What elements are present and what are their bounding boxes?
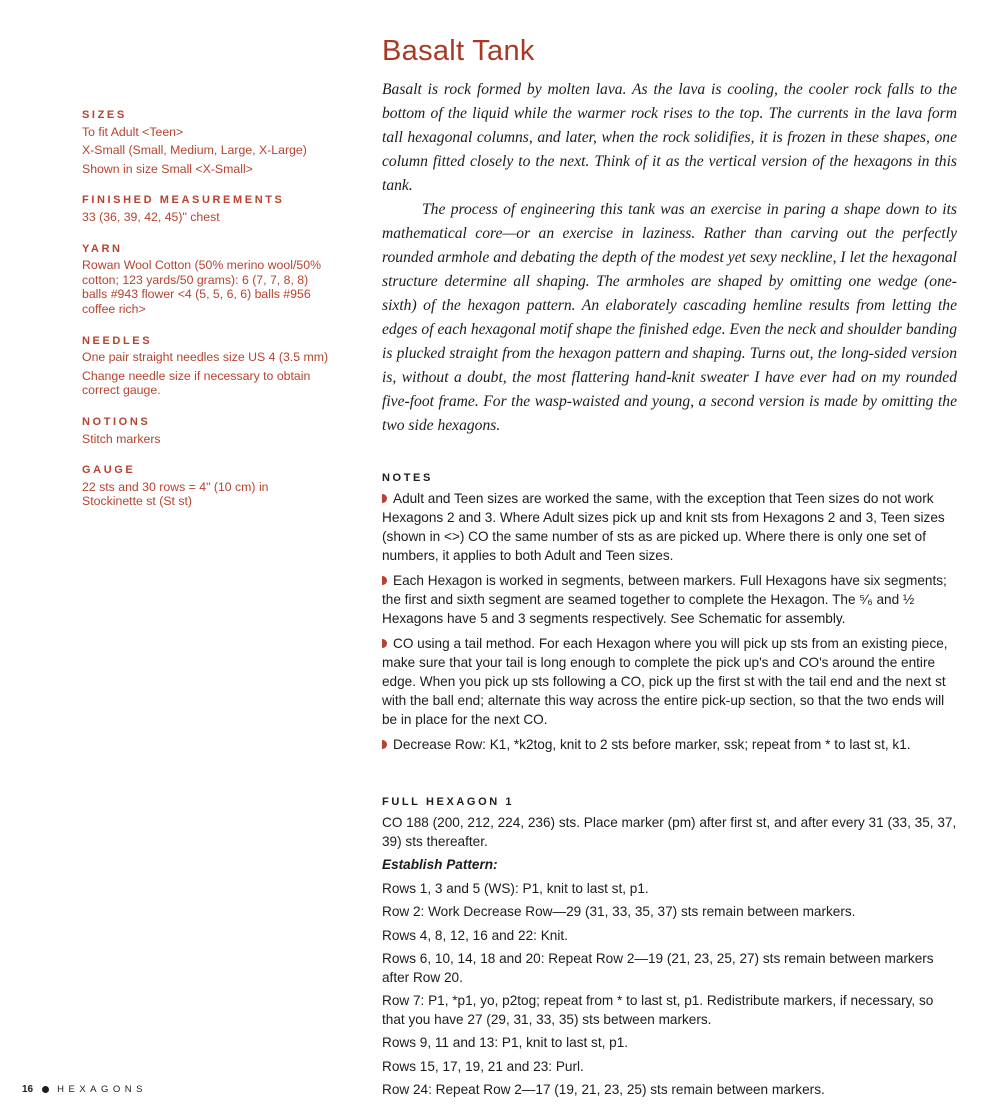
notions-section bbox=[82, 415, 332, 446]
page-title: Basalt Tank bbox=[382, 35, 535, 67]
half-circle-bullet-icon bbox=[382, 494, 387, 503]
full-hexagon-heading: FULL HEXAGON 1 bbox=[382, 796, 515, 808]
sizes-heading: SIZES bbox=[82, 109, 127, 121]
main-column bbox=[382, 33, 957, 1105]
sizes-line: X-Small (Small, Medium, Large, X-Large) bbox=[82, 143, 307, 158]
half-circle-bullet-icon bbox=[382, 740, 387, 749]
note-item bbox=[382, 571, 957, 628]
yarn-heading: YARN bbox=[82, 242, 123, 255]
row-instruction: Rows 1, 3 and 5 (WS): P1, knit to last st, p1. bbox=[382, 880, 649, 896]
needles-heading: NEEDLES bbox=[82, 334, 153, 347]
notions-heading: NOTIONS bbox=[82, 415, 151, 428]
intro-paragraph: Basalt is rock formed by molten lava. As the lava is cooling, the cooler rock falls to the bottom of the liquid while the warmer rock rises to the top. The currents in the lava form tall hexagonal columns, and later, when the rock solidifies, it is frozen in these shapes, one column fitted closely to the next. Think of it as the vertical version of the hexagons in this tank. bbox=[382, 81, 957, 194]
dot-separator-icon bbox=[42, 1086, 49, 1093]
note-item bbox=[382, 489, 957, 565]
row-instruction: Rows 9, 11 and 13: P1, knit to last st, p1. bbox=[382, 1035, 629, 1050]
intro-text bbox=[382, 78, 957, 438]
gauge-heading: GAUGE bbox=[82, 464, 136, 477]
needles-section bbox=[82, 334, 332, 398]
finished-measurements-section bbox=[82, 193, 332, 224]
chapter-name: HEXAGONS bbox=[57, 1084, 147, 1095]
page-number: 16 bbox=[22, 1084, 34, 1095]
full-hexagon-section bbox=[382, 796, 957, 1100]
half-circle-bullet-icon bbox=[382, 639, 387, 648]
notes-heading: NOTES bbox=[382, 472, 433, 484]
page-footer bbox=[22, 1084, 147, 1095]
intro-paragraph: The process of engineering this tank was an exercise in paring a shape down to its mathematical core—or an exercise in laziness. Rather than carving out the perfectly rounded armhole and debating the depth of the modest yet sexy neckline, I let the hexagonal structure determine all shaping. The armholes are shaped by omitting one wedge (one-sixth) of the hexagon pattern. An elaborately cascading hemline results from letting the edges of each hexagonal motif shape the finished edge. Even the neck and shoulder banding is plucked straight from the hexagon pattern and shaping. Turns out, the long-sided version is, without a doubt, the most flattering hand-knit sweater I have ever had on my rounded five-foot frame. For the wasp-waisted and young, a second version is made by omitting the two side hexagons. bbox=[382, 201, 957, 434]
note-text: CO using a tail method. For each Hexagon where you will pick up sts from an existing piece, make sure that your tail is long enough to complete the pick up's and CO's around the entire edge. When you pick up sts following a CO, pick up the first st with the tail end and the next st with the ball end; alternate this way across the entire pick-up section, so that the two ends will be in place for the next CO. bbox=[382, 636, 948, 727]
note-item bbox=[382, 735, 957, 754]
note-item bbox=[382, 634, 957, 729]
row-instruction: Row 24: Repeat Row 2—17 (19, 21, 23, 25) sts remain between markers. bbox=[382, 1082, 825, 1097]
note-text: Decrease Row: K1, *k2tog, knit to 2 sts before marker, ssk; repeat from * to last st, k1. bbox=[393, 737, 911, 752]
needles-line: Change needle size if necessary to obtain correct gauge. bbox=[82, 368, 311, 398]
half-circle-bullet-icon bbox=[382, 576, 387, 585]
notions-line: Stitch markers bbox=[82, 431, 161, 446]
row-instruction: Rows 4, 8, 12, 16 and 22: Knit. bbox=[382, 927, 568, 943]
yarn-line: Rowan Wool Cotton (50% merino wool/50% cotton; 123 yards/50 grams): 6 (7, 7, 8, 8) balls #943 flower <4 (5, 5, 6, 6) balls #956 coffee rich> bbox=[82, 258, 321, 316]
note-text: Adult and Teen sizes are worked the same, with the exception that Teen sizes do not work Hexagons 2 and 3. Where Adult sizes pick up and knit sts from Hexagons 2 and 3, Teen sizes (shown in <>) CO the same number of sts as are picked up. Where there is only one set of numbers, it applies to both Adult and Teen sizes. bbox=[382, 491, 945, 563]
finished-measurements-line: 33 (36, 39, 42, 45)" chest bbox=[82, 209, 220, 224]
gauge-section bbox=[82, 463, 332, 509]
finished-measurements-heading: FINISHED MEASUREMENTS bbox=[82, 194, 285, 207]
cast-on-instruction: CO 188 (200, 212, 224, 236) sts. Place marker (pm) after first st, and after every 31 (33, 35, 37, 39) sts thereafter. bbox=[382, 815, 957, 849]
row-instruction: Row 2: Work Decrease Row—29 (31, 33, 35, 37) sts remain between markers. bbox=[382, 904, 856, 919]
yarn-section bbox=[82, 242, 332, 317]
sizes-line: Shown in size Small <X-Small> bbox=[82, 161, 253, 176]
row-instruction: Rows 15, 17, 19, 21 and 23: Purl. bbox=[382, 1058, 584, 1074]
note-text: Each Hexagon is worked in segments, between markers. Full Hexagons have six segments; the first and sixth segment are seamed together to complete the Hexagon. The ⁵⁄₆ and ½ Hexagons have 5 and 3 segments respectively. See Schematic for assembly. bbox=[382, 573, 947, 626]
sizes-line: To fit Adult <Teen> bbox=[82, 124, 184, 139]
gauge-line: 22 sts and 30 rows = 4" (10 cm) in Stockinette st (St st) bbox=[82, 479, 269, 509]
row-instruction: Row 7: P1, *p1, yo, p2tog; repeat from * to last st, p1. Redistribute markers, if necessary, so that you have 27 (29, 31, 33, 35) sts between markers. bbox=[382, 993, 934, 1027]
sizes-section bbox=[82, 108, 332, 176]
establish-pattern-heading: Establish Pattern: bbox=[382, 857, 498, 872]
row-instruction: Rows 6, 10, 14, 18 and 20: Repeat Row 2—19 (21, 23, 25, 27) sts remain between markers after Row 20. bbox=[382, 951, 934, 985]
notes-section bbox=[382, 472, 957, 754]
needles-line: One pair straight needles size US 4 (3.5 mm) bbox=[82, 350, 329, 365]
specs-sidebar bbox=[82, 108, 332, 526]
